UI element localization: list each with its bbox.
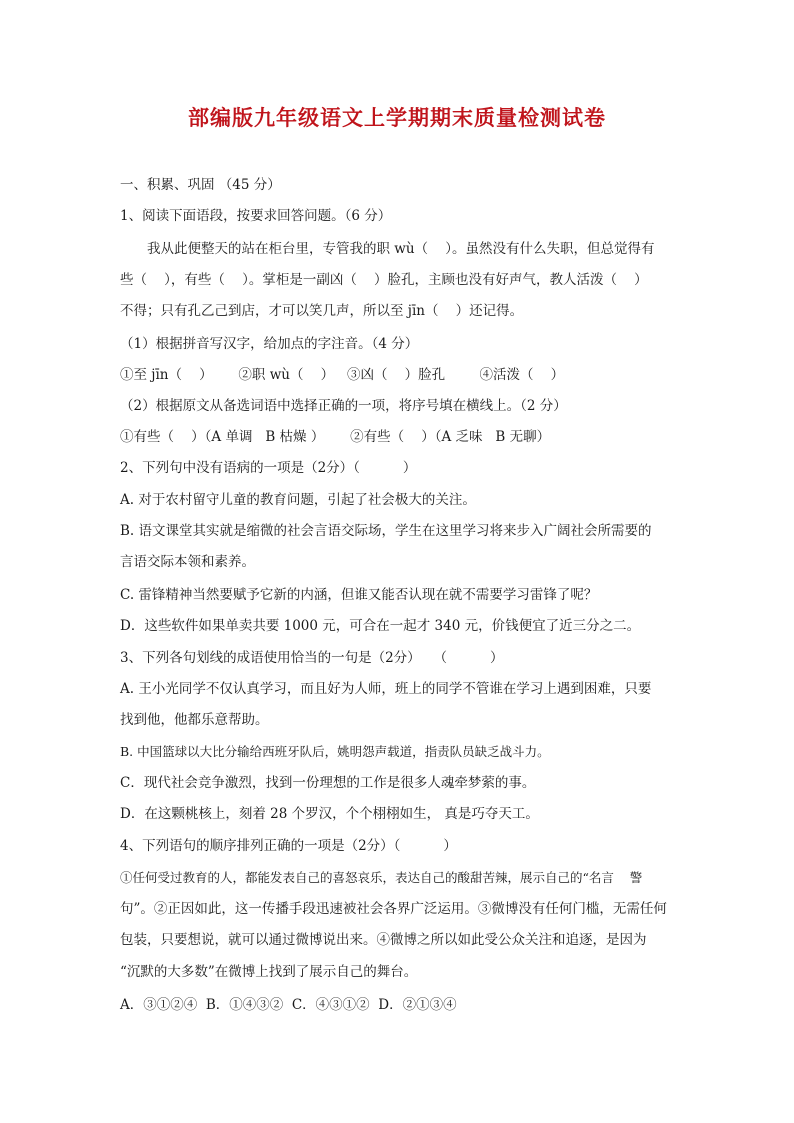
question-1-stem: 1、阅读下面语段，按要求回答问题。（6 分） <box>120 208 392 224</box>
question-1-sub-1-items: ①至 jīn（ ） ②职 wù（ ） ③凶（ ）脸孔 ④活泼（ ） <box>120 367 565 383</box>
question-2-option-d: D．这些软件如果单卖共要 1000 元，可合在一起才 340 元，价钱便宜了近三分之二。 <box>120 618 641 634</box>
question-2-option-b-line-2: 言语交际本领和素养。 <box>120 554 255 570</box>
question-4-options: A．③①②④ B．①④③② C．④③①② D．②①③④ <box>120 997 457 1013</box>
question-3-option-a-line-2: 找到他，他都乐意帮助。 <box>120 712 269 728</box>
question-2-stem: 2、下列句中没有语病的一项是（2分）（ ） <box>120 460 417 476</box>
question-4-sentence-line-1: ①任何受过教育的人，都能发表自己的喜怒哀乐，表达自己的酸甜苦辣，展示自己的“名言 警 <box>120 870 643 885</box>
question-4-sentence-line-4: “沉默的大多数”在微博上找到了展示自己的舞台。 <box>120 964 418 980</box>
question-1-sub-2: （2）根据原文从备选词语中选择正确的一项，将序号填在横线上。（2 分） <box>120 398 567 414</box>
question-4-stem: 4、下列语句的顺序排列正确的一项是（2分）（ ） <box>120 838 457 854</box>
question-3-option-a-line-1: A. 王小光同学不仅认真学习，而且好为人师，班上的同学不管谁在学习上遇到困难，只要 <box>120 681 652 697</box>
question-4-sentence-line-2: 句”。②正因如此，这一传播手段迅速被社会各界广泛运用。③微博没有任何门槛，无需任何 <box>120 901 667 917</box>
passage-line-1: 我从此便整天的站在柜台里，专管我的职 wù（ ）。虽然没有什么失职，但总觉得有 <box>147 241 655 257</box>
question-1-sub-1: （1）根据拼音写汉字，给加点的字注音。（4 分） <box>120 336 419 352</box>
passage-line-3: 不得；只有孔乙己到店，才可以笑几声，所以至 jīn（ ）还记得。 <box>120 303 524 319</box>
question-3-stem: 3、下列各句划线的成语使用恰当的一句是（2分） （ ） <box>120 650 504 666</box>
question-3-option-b: B. 中国篮球以大比分输给西班牙队后，姚明怨声载道，指责队员缺乏战斗力。 <box>120 744 550 759</box>
question-1-sub-2-items: ①有些（ ）（A 单调 B 枯燥 ） ②有些（ ）（A 乏味 B 无聊） <box>120 429 551 445</box>
question-3-option-c: C．现代社会竞争激烈，找到一份理想的工作是很多人魂牵梦萦的事。 <box>120 775 536 791</box>
question-4-sentence-line-3: 包装，只要想说，就可以通过微博说出来。④微博之所以如此受公众关注和追逐，是因为 <box>120 932 647 948</box>
exam-title: 部编版九年级语文上学期期末质量检测试卷 <box>188 106 606 130</box>
passage-line-2: 些（ ），有些（ ）。掌柜是一副凶（ ）脸孔，主顾也没有好声气，教人活泼（ ） <box>120 272 648 288</box>
question-2-option-b-line-1: B. 语文课堂其实就是缩微的社会言语交际场，学生在这里学习将来步入广阔社会所需要的 <box>120 523 652 539</box>
section-heading: 一、积累、巩固 （45 分） <box>120 177 281 193</box>
question-3-option-d: D．在这颗桃核上，刻着 28 个罗汉，个个栩栩如生， 真是巧夺天工。 <box>120 806 539 822</box>
question-2-option-c: C. 雷锋精神当然要赋予它新的内涵，但谁又能否认现在就不需要学习雷锋了呢？ <box>120 587 598 603</box>
question-2-option-a: A. 对于农村留守儿童的教育问题，引起了社会极大的关注。 <box>120 492 476 508</box>
